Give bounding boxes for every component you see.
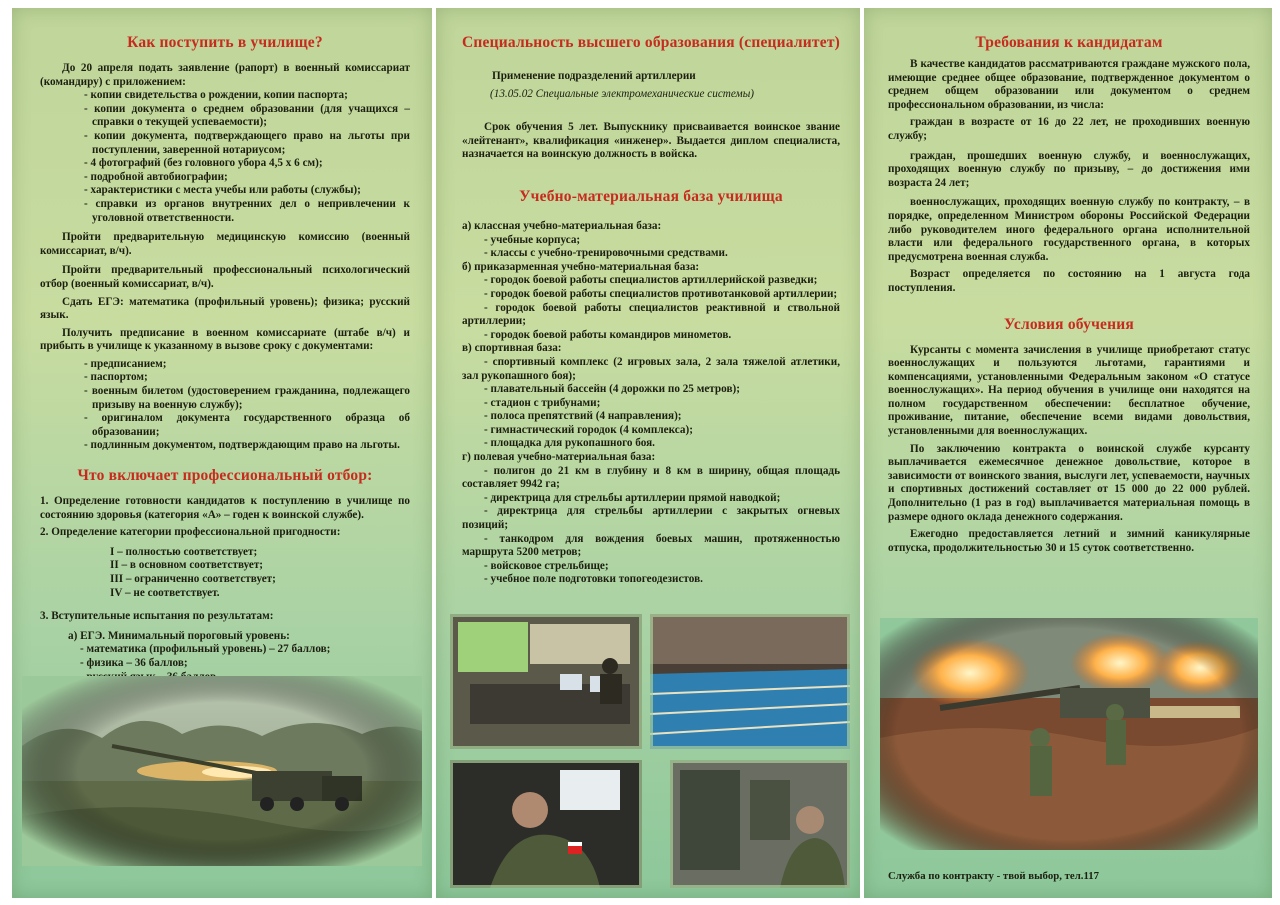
list-item: IV – не соответствует. (110, 586, 220, 599)
base-list (462, 220, 840, 587)
brochure-panel-right (864, 8, 1272, 898)
selection-step-2: 2. Определение категории профессиональной пригодности: (40, 526, 341, 539)
selection-step-3: 3. Вступительные испытания по результатам: (40, 610, 274, 623)
list-item: - копии документа, подтверждающего право на льготы при поступлении, заверенной нотариусом; (84, 129, 410, 156)
list-item: - полигон до 21 км в глубину и 8 км в ширину, общая площадь составляет 9942 га; (462, 464, 840, 491)
list-item: - физика – 36 баллов; (80, 656, 188, 669)
list-item: I – полностью соответствует; (110, 545, 258, 558)
rocket-launch-photo (22, 676, 422, 866)
list-item: - площадка для рукопашного боя. (484, 437, 655, 450)
list-item: - плавательный бассейн (4 дорожки по 25 метров); (484, 383, 740, 396)
list-item: - учебные корпуса; (484, 233, 581, 246)
list-item: - копии свидетельства о рождении, копии паспорта; (84, 89, 348, 102)
list-item: - танкодром для вождения боевых машин, протяженностью маршрута 5200 метров; (462, 532, 840, 559)
classroom-photo (450, 614, 642, 749)
ege-threshold: а) ЕГЭ. Минимальный пороговый уровень: (68, 629, 290, 642)
list-item: - оригиналом документа государственного образца об образовании; (84, 412, 410, 438)
brochure-panel-middle (436, 8, 860, 898)
list-item: - математика (профильный уровень) – 27 баллов; (80, 643, 331, 656)
conditions-title: Условия обучения (1004, 315, 1134, 333)
list-item: - стадион с трибунами; (484, 396, 601, 409)
brochure-panel-left (12, 8, 432, 898)
requirements-intro: В качестве кандидатов рассматриваются граждане мужского пола, имеющие среднее общее образование, подтвержденное документом о среднем общем образовании или документом о среднем профессиональном образовании, из числа: (888, 58, 1250, 111)
requirement-2: граждан, прошедших военную службу, и военнослужащих, проходящих военную службу по призыву, – до достижения ими возраста 24 лет; (888, 149, 1250, 189)
requirement-3: военнослужащих, проходящих военную службу по контракту, – в порядке, определенном Министром обороны Российской Федерации либо руководителем иного федерального органа исполнительной власти или федерального государственного органа, в которых предусмотрена военная служба. (888, 196, 1250, 263)
admission-docs-list (40, 89, 410, 225)
step-order: Получить предписание в военном комиссариате (штабе в/ч) и прибыть в училище к указанному в вызове сроку с документами: (40, 326, 410, 353)
list-item: - директрица для стрельбы артиллерии прямой наводкой; (484, 491, 781, 504)
specialty-name: Применение подразделений артиллерии (492, 70, 696, 82)
arrival-docs-list (40, 358, 410, 453)
swimming-pool-photo (650, 614, 850, 749)
list-item: - классы с учебно-тренировочными средствами. (484, 247, 728, 260)
step-medical: Пройти предварительную медицинскую комиссию (военный комиссариат, в/ч). (40, 231, 410, 257)
list-item: - учебное поле подготовки топогеодезистов. (484, 573, 703, 586)
list-item: - копии документа о среднем образовании (для учащихся – справки о текущей успеваемости); (84, 102, 410, 129)
base-title: Учебно-материальная база училища (519, 187, 783, 205)
list-item: - полоса препятствий (4 направления); (484, 410, 682, 423)
list-item: II – в основном соответствует; (110, 559, 264, 572)
list-item: - войсковое стрельбище; (484, 559, 609, 572)
specialty-title: Специальность высшего образования (специалитет) (462, 34, 840, 51)
list-item: - городок боевой работы специалистов артиллерийской разведки; (484, 274, 818, 287)
admission-intro: До 20 апреля подать заявление (рапорт) в военный комиссариат (командиру) с приложением: (40, 62, 410, 88)
list-item: - подлинным документом, подтверждающим право на льготы. (84, 439, 400, 452)
list-item: - городок боевой работы специалистов реактивной и ствольной артиллерии; (462, 301, 840, 328)
study-duration: Срок обучения 5 лет. Выпускнику присваивается воинское звание «лейтенант», квалификация «инженер». Выдается диплом специалиста, назначается на воинскую должность в войска. (462, 121, 840, 161)
requirements-section (888, 34, 1250, 555)
step-psych: Пройти предварительный профессиональный психологический отбор (военный комиссариат, в/ч). (40, 264, 410, 290)
artillery-firing-photo (880, 618, 1258, 850)
requirements-title: Требования к кандидатам (975, 34, 1163, 51)
list-item: г) полевая учебно-материальная база: (462, 451, 656, 464)
list-item: а) классная учебно-материальная база: (462, 219, 662, 232)
list-item: - спортивный комплекс (2 игровых зала, 2 зала тяжелой атлетики, зал рукопашного боя); (462, 355, 840, 382)
condition-3: Ежегодно предоставляется летний и зимний каникулярные отпуска, продолжительностью 30 и 15 суток соответственно. (888, 528, 1250, 554)
age-note: Возраст определяется по состоянию на 1 августа года поступления. (888, 268, 1250, 294)
list-item: в) спортивная база: (462, 342, 562, 355)
specialty-section (462, 34, 840, 587)
list-item: - характеристики с места учебы или работы (службы); (84, 184, 361, 197)
admission-title: Как поступить в училище? (127, 34, 323, 51)
list-item: - справки из органов внутренних дел о непривлечении к уголовной ответственности. (84, 197, 410, 224)
contract-service-footer: Служба по контракту - твой выбор, тел.117 (888, 870, 1100, 882)
list-item: - гимнастический городок (4 комплекса); (484, 423, 693, 436)
list-item: - подробной автобиографии; (84, 170, 228, 183)
specialty-code: (13.05.02 Специальные электромеханические системы) (490, 87, 754, 100)
list-item: б) приказарменная учебно-материальная база: (462, 260, 700, 273)
list-item: III – ограниченно соответствует; (110, 573, 276, 585)
list-item: - предписанием; (84, 357, 167, 370)
selection-title: Что включает профессиональный отбор: (77, 467, 373, 485)
list-item: - городок боевой работы специалистов противотанковой артиллерии; (484, 287, 838, 300)
list-item: - паспортом; (84, 371, 148, 384)
cadet-training-photo (450, 760, 642, 888)
condition-2: По заключению контракта о воинской службе курсанту выплачивается ежемесячное денежное довольствие, которое в зависимости от воинского звания, выслуги лет, успеваемости, научных и спортивных достижений составляет от 15 000 до 22 000 рублей. Дополнительно (1 раз в год) выплачивается материальная помощь в размере одного оклада денежного содержания. (888, 442, 1250, 523)
condition-1: Курсанты с момента зачисления в училище приобретают статус военнослужащих и пользуются льготами, гарантиями и компенсациями, установленными Федеральным законом «О статусе военнослужащих». На период обучения в училище они находятся на полном государственном обеспечении: бесплатное обучение, проживание, питание, обеспечение всеми видами довольствия, установленными для военнослужащих. (888, 343, 1250, 438)
list-item: - городок боевой работы командиров минометов. (484, 328, 732, 341)
list-item: - военным билетом (удостоверением гражданина, подлежащего призыву на военную службу); (84, 385, 410, 411)
list-item: - директрица для стрельбы артиллерии с закрытых огневых позиций; (462, 505, 840, 532)
step-ege: Сдать ЕГЭ: математика (профильный уровень); физика; русский язык. (40, 295, 410, 322)
category-list (40, 546, 410, 600)
selection-step-1: 1. Определение готовности кандидатов к поступлению в училище по состоянию здоровья (категория «А» – годен к воинской службе). (40, 495, 410, 521)
equipment-study-photo (670, 760, 850, 888)
list-item: - 4 фотографий (без головного убора 4,5 х 6 см); (84, 157, 323, 170)
requirement-1: граждан в возрасте от 16 до 22 лет, не проходивших военную службу; (888, 116, 1250, 142)
